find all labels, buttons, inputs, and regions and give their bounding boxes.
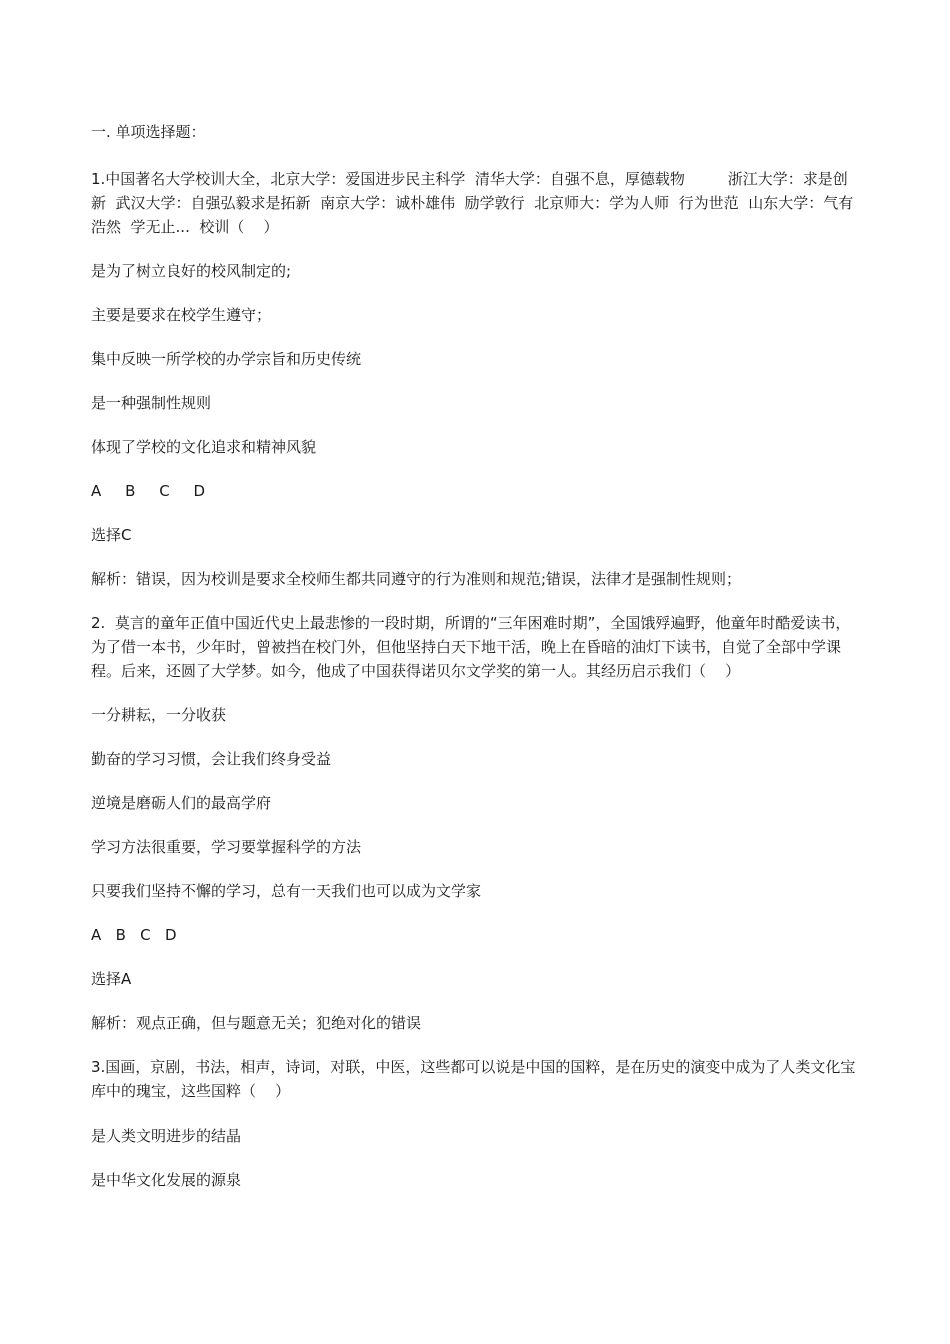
question-1-stem: 1.中国著名大学校训大全，北京大学：爱国进步民主科学 清华大学：自强不息，厚德载物 浙江大学：求是创新 武汉大学：自强弘毅求是拓新 南京大学：诚朴雄伟 励学敦行 北京师大：学为人师 行为世范 山东大学：气有浩然 学无止... 校训（ ） (91, 170, 854, 236)
question-1-option: 是一种强制性规则 (91, 394, 212, 412)
question-1-analysis: 解析：错误，因为校训是要求全校师生都共同遵守的行为准则和规范;错误，法律才是强制性规则； (91, 570, 742, 588)
question-2-option: 一分耕耘，一分收获 (91, 706, 227, 724)
question-1-option: 主要是要求在校学生遵守； (91, 306, 272, 324)
question-3-stem: 3.国画，京剧，书法，相声，诗词，对联，中医，这些都可以说是中国的国粹，是在历史的演变中成为了人类文化宝库中的瑰宝，这些国粹（ ） (91, 1058, 856, 1100)
question-2-option: 学习方法很重要，学习要掌握科学的方法 (91, 838, 362, 856)
question-1-letters: A B C D (91, 482, 206, 500)
question-2-answer: 选择A (91, 970, 132, 988)
question-2-letters: A B C D (91, 926, 177, 944)
question-2-option: 只要我们坚持不懈的学习，总有一天我们也可以成为文学家 (91, 882, 482, 900)
question-1-option: 体现了学校的文化追求和精神风貌 (91, 438, 317, 456)
document-body (91, 120, 861, 1212)
question-2-analysis: 解析：观点正确，但与题意无关；犯绝对化的错误 (91, 1014, 422, 1032)
question-2-option: 勤奋的学习习惯，会让我们终身受益 (91, 750, 332, 768)
question-1-option: 集中反映一所学校的办学宗旨和历史传统 (91, 350, 362, 368)
question-3-option: 是中华文化发展的源泉 (91, 1171, 242, 1189)
question-2-stem: 2. 莫言的童年正值中国近代史上最悲惨的一段时期，所谓的“三年困难时期”，全国饿殍遍野，他童年时酷爱读书，为了借一本书，少年时，曾被挡在校门外，但他坚持白天下地干活，晚上在昏暗的油灯下读书，自觉了全部中学课程。后来，还圆了大学梦。如今，他成了中国获得诺贝尔文学奖的第一人。其经历启示我们（ ） (91, 614, 851, 680)
question-2-option: 逆境是磨砺人们的最高学府 (91, 794, 272, 812)
section-title: 一. 单项选择题： (91, 123, 206, 141)
question-1-answer: 选择C (91, 526, 132, 544)
question-3-option: 是人类文明进步的结晶 (91, 1127, 242, 1145)
question-1-option: 是为了树立良好的校风制定的; (91, 262, 292, 280)
